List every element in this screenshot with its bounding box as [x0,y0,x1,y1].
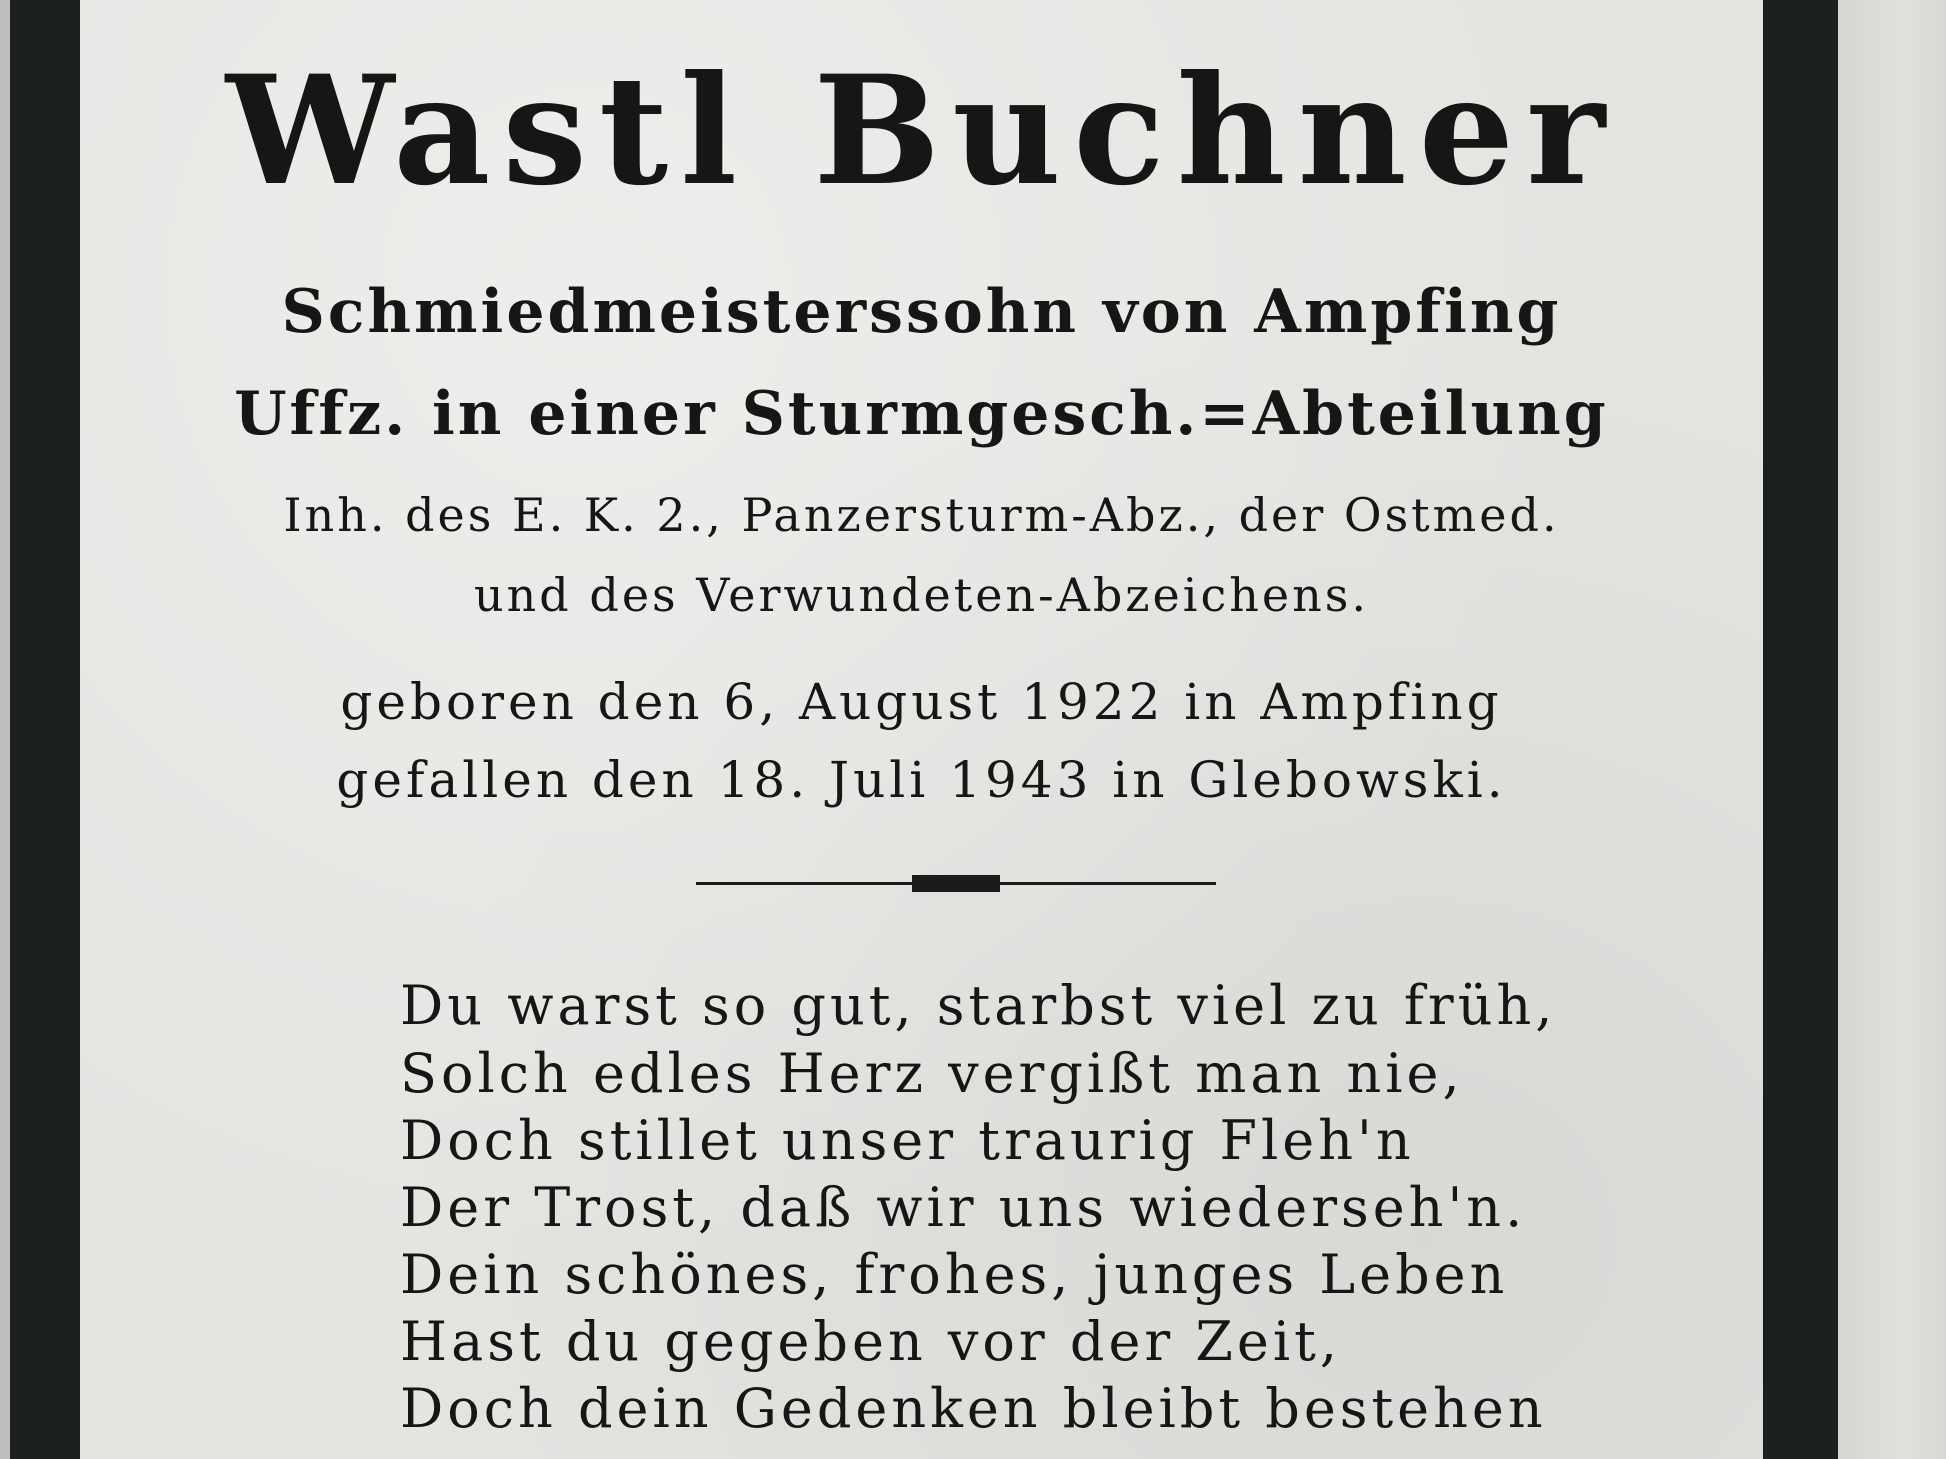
deceased-name: Wastl Buchner [225,43,1618,219]
subtitle-line-1: Schmiedmeisterssohn von Ampfing [281,277,1562,347]
memorial-card [10,0,1838,1459]
birth-date-line: geboren den 6, August 1922 in Ampfing [340,673,1503,731]
background-left-edge [0,0,10,1459]
verse-line: Dein schönes, frohes, junges Leben [400,1243,1509,1306]
subtitle-line-2: Uffz. in einer Sturmgesch.=Abteilung [234,379,1609,449]
divider-mark [912,875,1000,892]
honors-line-2: und des Verwundeten-Abzeichens. [474,568,1369,622]
verse-line: Du warst so gut, starbst viel zu früh, [400,974,1557,1037]
verse-line: Hast du gegeben vor der Zeit, [400,1310,1342,1373]
mourning-border-left [10,0,80,1459]
verse-line: Doch dein Gedenken bleibt bestehen [400,1377,1547,1440]
verse-line: Der Trost, daß wir uns wiederseh'n. [400,1176,1527,1239]
death-date-line: gefallen den 18. Juli 1943 in Glebowski. [336,751,1507,809]
background-right-edge [1838,0,1946,1459]
mourning-border-right [1763,0,1838,1459]
card-paper [80,0,1763,1459]
verse-line: Doch stillet unser traurig Fleh'n [400,1109,1415,1172]
honors-line-1: Inh. des E. K. 2., Panzersturm-Abz., der Ostmed. [283,488,1560,542]
verse-line: Solch edles Herz vergißt man nie, [400,1042,1464,1105]
